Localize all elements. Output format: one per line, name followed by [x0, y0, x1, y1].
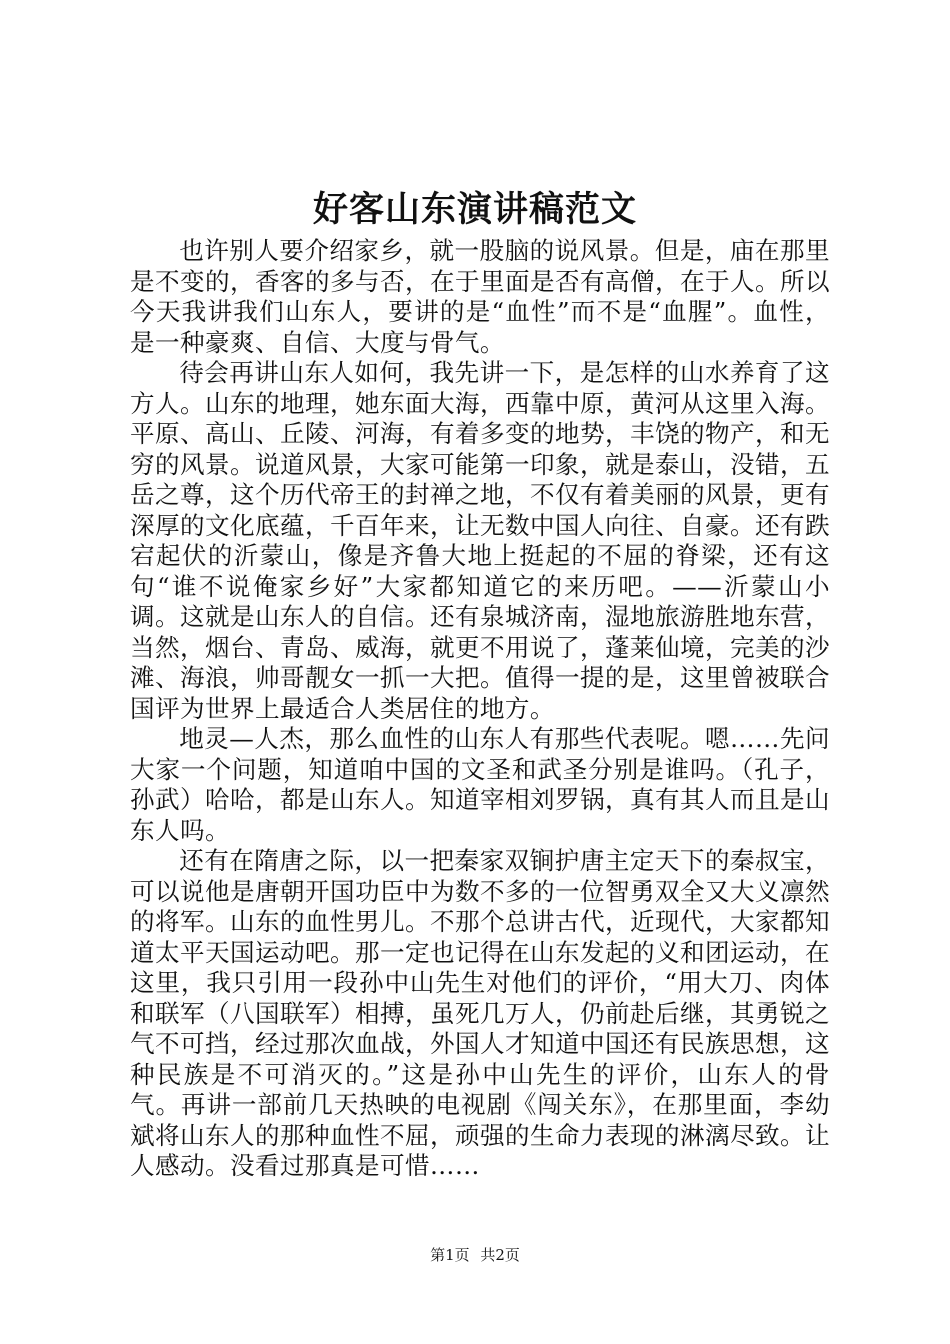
document-body — [130, 236, 830, 1182]
paragraph-4: 还有在隋唐之际，以一把秦家双锏护唐主定天下的秦叔宝，可以说他是唐朝开国功臣中为数不多的一位智勇双全又大义凛然的将军。山东的血性男儿。不那个总讲古代，近现代，大家都知道太平天国运动吧。那一定也记得在山东发起的义和团运动，在这里，我只引用一段孙中山先生对他们的评价，“用大刀、肉体和联军（八国联军）相搏，虽死几万人，仍前赴后继，其勇锐之气不可挡，经过那次血战，外国人才知道中国还有民族思想，这种民族是不可消灭的。”这是孙中山先生的评价，山东人的骨气。再讲一部前几天热映的电视剧《闯关东》，在那里面，李幼斌将山东人的那种血性不屈，顽强的生命力表现的淋漓尽致。让人感动。没看过那真是可惜…… — [130, 846, 830, 1180]
paragraph-1: 也许别人要介绍家乡，就一股脑的说风景。但是，庙在那里是不变的，香客的多与否，在于里面是否有高僧，在于人。所以今天我讲我们山东人，要讲的是“血性”而不是“血腥”。血性，是一种豪爽、自信、大度与骨气。 — [130, 236, 830, 357]
document-title: 好客山东演讲稿范文 — [312, 189, 637, 230]
page-number: 第1页 — [430, 1246, 470, 1264]
page-total: 共2页 — [480, 1246, 520, 1264]
paragraph-3: 地灵—人杰，那么血性的山东人有那些代表呢。嗯……先问大家一个问题，知道咱中国的文圣和武圣分别是谁吗。（孔子，孙武）哈哈，都是山东人。知道宰相刘罗锅，真有其人而且是山东人吗。 — [130, 724, 830, 845]
page-footer — [0, 1245, 950, 1265]
paragraph-2: 待会再讲山东人如何，我先讲一下，是怎样的山水养育了这方人。山东的地理，她东面大海，西靠中原，黄河从这里入海。平原、高山、丘陵、河海，有着多变的地势，丰饶的物产，和无穷的风景。说道风景，大家可能第一印象，就是泰山，没错，五岳之尊，这个历代帝王的封禅之地，不仅有着美丽的风景，更有深厚的文化底蕴，千百年来，让无数中国人向往、自豪。还有跌宕起伏的沂蒙山，像是齐鲁大地上挺起的不屈的脊梁，还有这句“谁不说俺家乡好”大家都知道它的来历吧。——沂蒙山小调。这就是山东人的自信。还有泉城济南，湿地旅游胜地东营，当然，烟台、青岛、威海，就更不用说了，蓬莱仙境，完美的沙滩、海浪，帅哥靓女一抓一大把。值得一提的是，这里曾被联合国评为世界上最适合人类居住的地方。 — [130, 358, 830, 723]
